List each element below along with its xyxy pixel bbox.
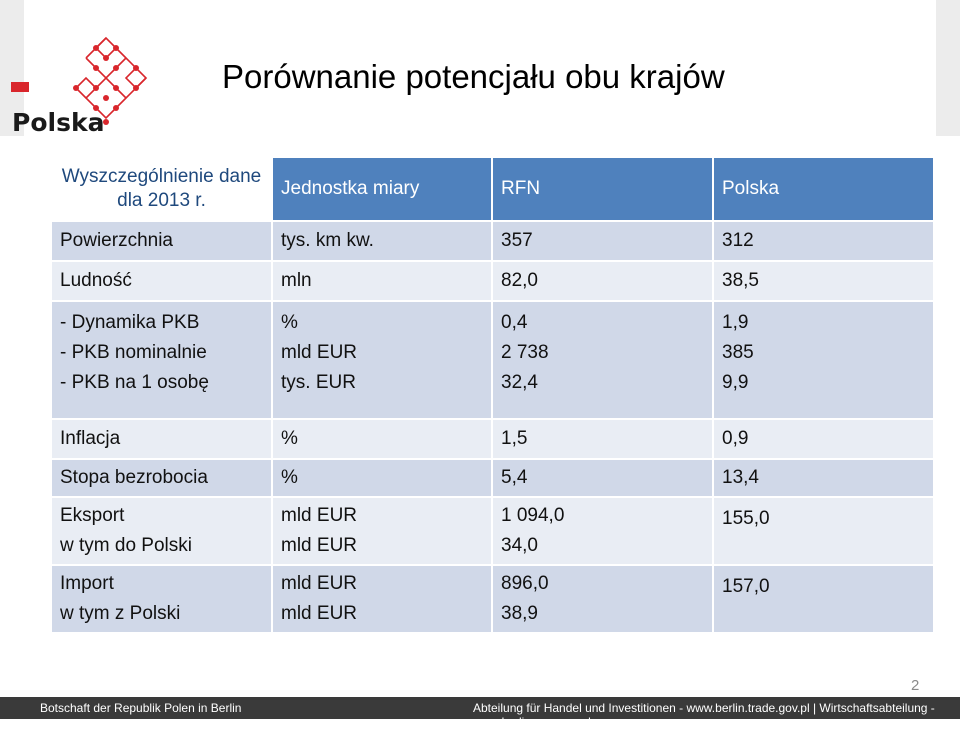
table-row <box>51 419 934 459</box>
unit-line: mld EUR <box>281 573 358 594</box>
unit-line: mld EUR <box>281 342 358 363</box>
row-polska: 0,9 <box>713 419 934 459</box>
header-specification: Wyszczególnienie dane dla 2013 r. <box>51 157 272 221</box>
label-line: Import <box>60 573 114 594</box>
footer-bar <box>0 697 960 729</box>
value-line: 0,4 <box>501 312 528 333</box>
row-label <box>51 301 272 419</box>
table-row <box>51 301 934 419</box>
row-unit: mln <box>272 261 492 301</box>
row-unit: % <box>272 419 492 459</box>
header-unit: Jednostka miary <box>272 157 492 221</box>
page-number: 2 <box>911 677 920 694</box>
right-decor-band <box>936 0 960 136</box>
table-row <box>51 565 934 633</box>
table-row <box>51 221 934 261</box>
label-line: - PKB nominalnie <box>60 342 207 363</box>
value-line: 896,0 <box>501 573 549 594</box>
footer-embassy: Botschaft der Republik Polen in Berlin <box>40 701 242 715</box>
row-polska: 312 <box>713 221 934 261</box>
comparison-table <box>50 156 935 634</box>
label-line: w tym do Polski <box>60 535 192 556</box>
row-label <box>51 497 272 565</box>
value-line: 2 738 <box>501 342 549 363</box>
value-line: 1,9 <box>722 312 749 333</box>
footer-departments: Abteilung für Handel und Investitionen - www.berlin.trade.gov.pl | Wirtschaftsabteilung - www.berlin.msz.gov.pl <box>473 701 935 729</box>
unit-line: mld EUR <box>281 535 358 556</box>
value-line: 155,0 <box>722 508 770 529</box>
label-line: - Dynamika PKB <box>60 312 200 333</box>
value-line: 32,4 <box>501 372 538 393</box>
row-rfn <box>492 565 713 633</box>
row-label <box>51 565 272 633</box>
row-rfn: 5,4 <box>492 459 713 497</box>
row-unit: % <box>272 459 492 497</box>
row-unit <box>272 497 492 565</box>
row-label: Inflacja <box>51 419 272 459</box>
value-line: 1 094,0 <box>501 505 565 526</box>
value-line: 38,9 <box>501 603 538 624</box>
table-row <box>51 497 934 565</box>
row-polska <box>713 301 934 419</box>
header-rfn: RFN <box>492 157 713 221</box>
unit-line: tys. EUR <box>281 372 356 393</box>
row-rfn <box>492 497 713 565</box>
header-polska: Polska <box>713 157 934 221</box>
table-row <box>51 459 934 497</box>
row-rfn: 1,5 <box>492 419 713 459</box>
value-line: 385 <box>722 342 754 363</box>
table-header-row <box>51 157 934 221</box>
polska-logo <box>8 30 158 137</box>
row-polska: 38,5 <box>713 261 934 301</box>
unit-line: mld EUR <box>281 603 358 624</box>
row-label: Stopa bezrobocia <box>51 459 272 497</box>
label-line: - PKB na 1 osobę <box>60 372 209 393</box>
row-polska <box>713 497 934 565</box>
unit-line: % <box>281 312 298 333</box>
row-rfn <box>492 301 713 419</box>
row-polska: 13,4 <box>713 459 934 497</box>
row-rfn: 357 <box>492 221 713 261</box>
label-line: Eksport <box>60 505 125 526</box>
value-line: 157,0 <box>722 576 770 597</box>
page-title: Porównanie potencjału obu krajów <box>222 58 725 95</box>
label-line: w tym z Polski <box>60 603 181 624</box>
row-unit <box>272 565 492 633</box>
value-line: 34,0 <box>501 535 538 556</box>
table-row <box>51 261 934 301</box>
row-rfn: 82,0 <box>492 261 713 301</box>
row-polska <box>713 565 934 633</box>
logo-text: Polska <box>12 108 105 137</box>
value-line: 9,9 <box>722 372 749 393</box>
row-unit <box>272 301 492 419</box>
unit-line: mld EUR <box>281 505 358 526</box>
row-unit: tys. km kw. <box>272 221 492 261</box>
row-label: Ludność <box>51 261 272 301</box>
row-label: Powierzchnia <box>51 221 272 261</box>
